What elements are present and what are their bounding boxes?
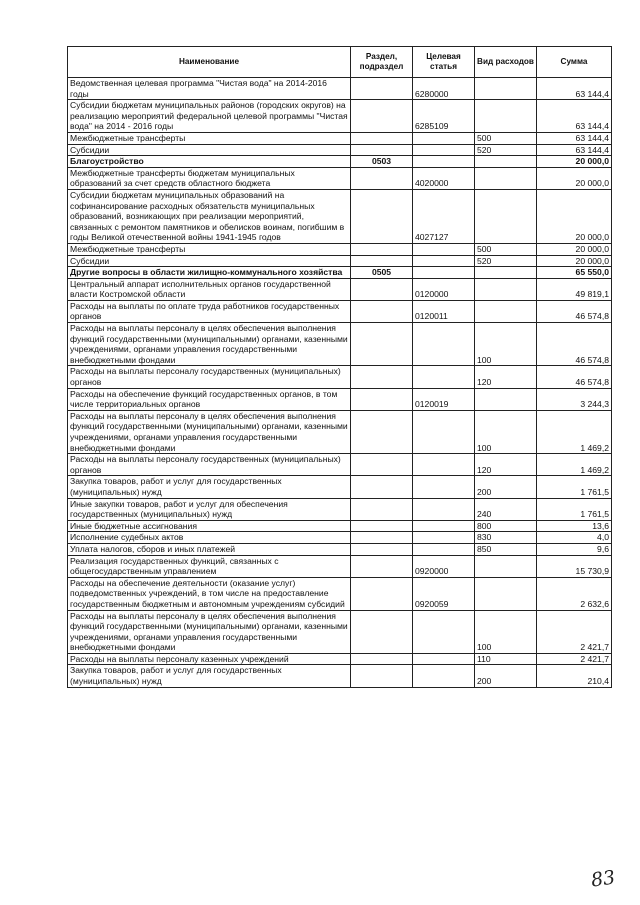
cell-razdel — [351, 78, 413, 100]
cell-vid: 520 — [475, 255, 537, 267]
cell-summa: 46 574,8 — [537, 300, 612, 322]
header-vid: Вид расходов — [475, 47, 537, 78]
cell-name: Реализация государственных функций, связанных с общегосударственным управлением — [68, 555, 351, 577]
cell-summa: 46 574,8 — [537, 366, 612, 388]
cell-razdel — [351, 577, 413, 610]
cell-razdel — [351, 532, 413, 544]
cell-celevaya — [413, 532, 475, 544]
cell-vid — [475, 300, 537, 322]
cell-vid: 100 — [475, 410, 537, 453]
table-row — [68, 267, 612, 279]
cell-vid: 830 — [475, 532, 537, 544]
cell-celevaya — [413, 454, 475, 476]
cell-summa: 20 000,0 — [537, 156, 612, 168]
cell-name: Уплата налогов, сборов и иных платежей — [68, 543, 351, 555]
cell-name: Расходы на выплаты персоналу государственных (муниципальных) органов — [68, 366, 351, 388]
cell-name: Субсидии — [68, 144, 351, 156]
cell-razdel — [351, 454, 413, 476]
cell-celevaya — [413, 366, 475, 388]
cell-razdel — [351, 520, 413, 532]
cell-celevaya: 0120011 — [413, 300, 475, 322]
table-row — [68, 555, 612, 577]
table-row — [68, 144, 612, 156]
cell-summa: 2 421,7 — [537, 653, 612, 665]
cell-summa: 20 000,0 — [537, 243, 612, 255]
cell-vid — [475, 577, 537, 610]
budget-table — [67, 46, 612, 688]
cell-name: Расходы на выплаты персоналу в целях обеспечения выполнения функций государственными (муниципальными) органами, казенными учреждениями, органами управления государственными внебюджетными фондами — [68, 323, 351, 366]
cell-summa: 46 574,8 — [537, 323, 612, 366]
cell-razdel — [351, 653, 413, 665]
table-row — [68, 100, 612, 133]
cell-celevaya — [413, 323, 475, 366]
table-row — [68, 543, 612, 555]
cell-razdel — [351, 410, 413, 453]
cell-summa: 20 000,0 — [537, 255, 612, 267]
cell-name: Межбюджетные трансферты — [68, 132, 351, 144]
cell-summa: 13,6 — [537, 520, 612, 532]
cell-name: Субсидии — [68, 255, 351, 267]
table-row — [68, 388, 612, 410]
cell-vid: 850 — [475, 543, 537, 555]
cell-razdel — [351, 100, 413, 133]
cell-vid: 240 — [475, 498, 537, 520]
cell-vid — [475, 78, 537, 100]
cell-vid: 200 — [475, 476, 537, 498]
header-razdel: Раздел, подраздел — [351, 47, 413, 78]
cell-celevaya: 6280000 — [413, 78, 475, 100]
cell-summa: 1 469,2 — [537, 410, 612, 453]
cell-summa: 210,4 — [537, 665, 612, 687]
cell-celevaya: 0920000 — [413, 555, 475, 577]
cell-vid — [475, 267, 537, 279]
table-row — [68, 520, 612, 532]
cell-summa: 63 144,4 — [537, 132, 612, 144]
cell-name: Расходы на выплаты по оплате труда работников государственных органов — [68, 300, 351, 322]
cell-celevaya: 0920059 — [413, 577, 475, 610]
cell-celevaya: 0120019 — [413, 388, 475, 410]
cell-name: Межбюджетные трансферты — [68, 243, 351, 255]
cell-razdel — [351, 366, 413, 388]
cell-celevaya: 4027127 — [413, 189, 475, 243]
table-row — [68, 300, 612, 322]
table-row — [68, 532, 612, 544]
cell-celevaya — [413, 243, 475, 255]
cell-razdel — [351, 323, 413, 366]
cell-summa: 63 144,4 — [537, 78, 612, 100]
table-row — [68, 454, 612, 476]
cell-celevaya — [413, 665, 475, 687]
cell-name: Иные бюджетные ассигнования — [68, 520, 351, 532]
cell-razdel — [351, 167, 413, 189]
cell-razdel: 0503 — [351, 156, 413, 168]
cell-summa: 2 421,7 — [537, 610, 612, 653]
table-body — [68, 78, 612, 688]
table-row — [68, 156, 612, 168]
table-row — [68, 278, 612, 300]
cell-celevaya — [413, 543, 475, 555]
cell-summa: 1 469,2 — [537, 454, 612, 476]
cell-celevaya — [413, 144, 475, 156]
table-row — [68, 410, 612, 453]
cell-summa: 1 761,5 — [537, 476, 612, 498]
cell-celevaya — [413, 498, 475, 520]
cell-celevaya — [413, 520, 475, 532]
table-header — [68, 47, 612, 78]
cell-celevaya — [413, 476, 475, 498]
cell-name: Расходы на выплаты персоналу государственных (муниципальных) органов — [68, 454, 351, 476]
cell-vid: 800 — [475, 520, 537, 532]
cell-razdel — [351, 543, 413, 555]
cell-vid: 100 — [475, 323, 537, 366]
cell-vid — [475, 156, 537, 168]
cell-celevaya: 0120000 — [413, 278, 475, 300]
table-row — [68, 255, 612, 267]
cell-razdel — [351, 255, 413, 267]
table-row — [68, 577, 612, 610]
cell-celevaya — [413, 156, 475, 168]
table-row — [68, 665, 612, 687]
cell-vid: 110 — [475, 653, 537, 665]
cell-summa: 63 144,4 — [537, 144, 612, 156]
cell-celevaya: 6285109 — [413, 100, 475, 133]
cell-name: Расходы на обеспечение деятельности (оказание услуг) подведомственных учреждений, в том числе на предоставление государственным бюджетным и автономным учреждениям субсидий — [68, 577, 351, 610]
cell-summa: 63 144,4 — [537, 100, 612, 133]
cell-razdel — [351, 388, 413, 410]
cell-razdel — [351, 665, 413, 687]
cell-summa: 65 550,0 — [537, 267, 612, 279]
cell-vid: 200 — [475, 665, 537, 687]
table-row — [68, 323, 612, 366]
cell-celevaya — [413, 610, 475, 653]
table-row — [68, 653, 612, 665]
cell-name: Расходы на выплаты персоналу казенных учреждений — [68, 653, 351, 665]
cell-vid: 500 — [475, 243, 537, 255]
cell-celevaya — [413, 132, 475, 144]
cell-name: Благоустройство — [68, 156, 351, 168]
cell-name: Субсидии бюджетам муниципальных образований на софинансирование расходных обязательств муниципальных образований, возникающих при реализации мероприятий, связанных с ремонтом памятников и обелисков воинам, погибшим в годы Великой отечественной войны 1941-1945 годов — [68, 189, 351, 243]
cell-vid: 500 — [475, 132, 537, 144]
cell-vid — [475, 278, 537, 300]
table-row — [68, 366, 612, 388]
cell-vid — [475, 100, 537, 133]
cell-summa: 2 632,6 — [537, 577, 612, 610]
cell-name: Закупка товаров, работ и услуг для государственных (муниципальных) нужд — [68, 665, 351, 687]
cell-name: Иные закупки товаров, работ и услуг для обеспечения государственных (муниципальных) нужд — [68, 498, 351, 520]
cell-razdel — [351, 610, 413, 653]
cell-vid — [475, 167, 537, 189]
cell-name: Ведомственная целевая программа "Чистая вода" на 2014-2016 годы — [68, 78, 351, 100]
header-name: Наименование — [68, 47, 351, 78]
cell-celevaya — [413, 410, 475, 453]
cell-name: Исполнение судебных актов — [68, 532, 351, 544]
cell-summa: 9,6 — [537, 543, 612, 555]
cell-razdel: 0505 — [351, 267, 413, 279]
table-row — [68, 167, 612, 189]
cell-name: Субсидии бюджетам муниципальных районов (городских округов) на реализацию мероприятий федеральной целевой программы "Чистая вода" на 2014 - 2016 годы — [68, 100, 351, 133]
cell-summa: 20 000,0 — [537, 189, 612, 243]
cell-summa: 15 730,9 — [537, 555, 612, 577]
cell-summa: 1 761,5 — [537, 498, 612, 520]
cell-razdel — [351, 278, 413, 300]
cell-razdel — [351, 189, 413, 243]
cell-vid: 520 — [475, 144, 537, 156]
cell-summa: 4,0 — [537, 532, 612, 544]
table-row — [68, 610, 612, 653]
cell-celevaya — [413, 653, 475, 665]
cell-name: Закупка товаров, работ и услуг для государственных (муниципальных) нужд — [68, 476, 351, 498]
header-summa: Сумма — [537, 47, 612, 78]
cell-razdel — [351, 476, 413, 498]
table-row — [68, 476, 612, 498]
table-row — [68, 132, 612, 144]
cell-summa: 20 000,0 — [537, 167, 612, 189]
cell-vid: 120 — [475, 454, 537, 476]
table-row — [68, 243, 612, 255]
cell-razdel — [351, 300, 413, 322]
cell-name: Центральный аппарат исполнительных органов государственной власти Костромской области — [68, 278, 351, 300]
table-row — [68, 78, 612, 100]
cell-vid: 100 — [475, 610, 537, 653]
page-number: 83 — [589, 866, 617, 892]
cell-razdel — [351, 132, 413, 144]
table-row — [68, 498, 612, 520]
cell-razdel — [351, 498, 413, 520]
cell-razdel — [351, 555, 413, 577]
cell-razdel — [351, 243, 413, 255]
cell-razdel — [351, 144, 413, 156]
cell-vid — [475, 189, 537, 243]
cell-name: Расходы на выплаты персоналу в целях обеспечения выполнения функций государственными (муниципальными) органами, казенными учреждениями, органами управления государственными внебюджетными фондами — [68, 410, 351, 453]
cell-name: Другие вопросы в области жилищно-коммунального хозяйства — [68, 267, 351, 279]
cell-summa: 3 244,3 — [537, 388, 612, 410]
table-row — [68, 189, 612, 243]
cell-celevaya: 4020000 — [413, 167, 475, 189]
cell-vid: 120 — [475, 366, 537, 388]
cell-name: Расходы на обеспечение функций государственных органов, в том числе территориальных органов — [68, 388, 351, 410]
cell-name: Расходы на выплаты персоналу в целях обеспечения выполнения функций государственными (муниципальными) органами, казенными учреждениями, органами управления государственными внебюджетными фондами — [68, 610, 351, 653]
cell-name: Межбюджетные трансферты бюджетам муниципальных образований за счет средств областного бюджета — [68, 167, 351, 189]
cell-vid — [475, 555, 537, 577]
cell-celevaya — [413, 255, 475, 267]
cell-celevaya — [413, 267, 475, 279]
cell-vid — [475, 388, 537, 410]
header-celevaya: Целевая статья — [413, 47, 475, 78]
cell-summa: 49 819,1 — [537, 278, 612, 300]
